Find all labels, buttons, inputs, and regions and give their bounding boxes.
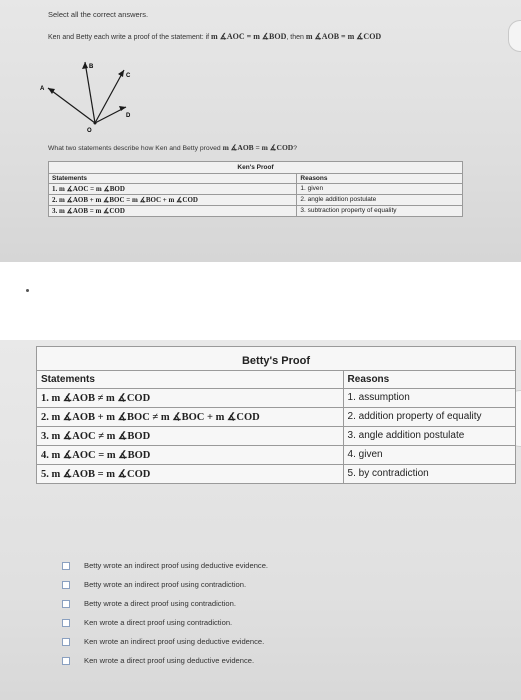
betty-statement-3: 3. m ∡AOC ≠ m ∡BOD (37, 427, 344, 446)
problem-given: m ∡AOC = m ∡BOD (211, 32, 287, 41)
angle-diagram (40, 55, 160, 135)
table-row (49, 184, 463, 195)
label-b: B (89, 64, 94, 70)
table-row (49, 206, 463, 217)
ken-reason-1: 1. given (297, 184, 463, 195)
answer-option-5[interactable] (62, 632, 268, 651)
table-row (49, 195, 463, 206)
problem-conclusion: m ∡AOB = m ∡COD (305, 32, 382, 41)
answer-option-2-label: Betty wrote an indirect proof using contradiction. (84, 580, 247, 589)
betty-reason-1: 1. assumption (343, 389, 515, 408)
ken-reason-2: 2. angle addition postulate (297, 195, 463, 206)
betty-statement-2: 2. m ∡AOB + m ∡BOC ≠ m ∡BOC + m ∡COD (37, 408, 344, 427)
ray-oa (48, 88, 95, 123)
answer-option-3[interactable] (62, 594, 268, 613)
table-row (37, 427, 516, 446)
ken-proof-table (48, 161, 463, 217)
betty-statement-4: 4. m ∡AOC = m ∡BOD (37, 446, 344, 465)
instruction-text: Select all the correct answers. (48, 10, 149, 19)
label-a: A (40, 86, 45, 92)
answer-option-3-label: Betty wrote a direct proof using contradiction. (84, 599, 236, 608)
question-text (48, 143, 297, 152)
answer-option-4[interactable] (62, 613, 268, 632)
ken-statement-3: 3. m ∡AOB = m ∡COD (49, 206, 297, 217)
checkbox-6[interactable] (62, 657, 70, 665)
ken-statement-2: 2. m ∡AOB + m ∡BOC = m ∡BOC + m ∡COD (49, 195, 297, 206)
answer-option-1-label: Betty wrote an indirect proof using deductive evidence. (84, 561, 269, 570)
checkbox-1[interactable] (62, 562, 70, 570)
label-d: D (126, 113, 131, 119)
answer-option-4-label: Ken wrote a direct proof using contradiction. (84, 618, 233, 627)
label-c: C (126, 73, 131, 79)
table-row (37, 389, 516, 408)
problem-mid: , then (286, 34, 304, 41)
answer-option-5-label: Ken wrote an indirect proof using deductive evidence. (84, 637, 265, 646)
question-statement: m ∡AOB = m ∡COD (222, 143, 294, 152)
answer-option-2[interactable] (62, 575, 268, 594)
table-row (37, 465, 516, 484)
ray-ob (85, 62, 95, 123)
betty-statement-5: 5. m ∡AOB = m ∡COD (37, 465, 344, 484)
answer-option-1[interactable] (62, 556, 268, 575)
scroll-edge-handle[interactable] (508, 20, 521, 52)
checkbox-4[interactable] (62, 619, 70, 627)
answer-option-6-label: Ken wrote a direct proof using deductive evidence. (84, 656, 255, 665)
answer-options (62, 556, 268, 670)
point-o (94, 122, 97, 125)
betty-reason-2: 2. addition property of equality (343, 408, 515, 427)
table-row (37, 408, 516, 427)
betty-reasons-header: Reasons (343, 371, 515, 389)
betty-reason-5: 5. by contradiction (343, 465, 515, 484)
label-o: O (87, 128, 92, 134)
checkbox-2[interactable] (62, 581, 70, 589)
betty-statement-1: 1. m ∡AOB ≠ m ∡COD (37, 389, 344, 408)
ken-proof-title: Ken's Proof (49, 162, 463, 174)
ken-statements-header: Statements (49, 174, 297, 184)
answer-option-6[interactable] (62, 651, 268, 670)
ken-reasons-header: Reasons (297, 174, 463, 184)
problem-prefix: Ken and Betty each write a proof of the statement: if (48, 34, 210, 41)
white-divider (0, 262, 521, 340)
problem-statement (48, 32, 381, 41)
betty-reason-4: 4. given (343, 446, 515, 465)
question-prefix: What two statements describe how Ken and Betty proved (48, 145, 221, 152)
ken-statement-1: 1. m ∡AOC = m ∡BOD (49, 184, 297, 195)
table-row (37, 446, 516, 465)
stray-dot (26, 289, 29, 292)
question-suffix: ? (293, 145, 297, 152)
checkbox-5[interactable] (62, 638, 70, 646)
checkbox-3[interactable] (62, 600, 70, 608)
betty-proof-title: Betty's Proof (37, 347, 516, 371)
betty-reason-3: 3. angle addition postulate (343, 427, 515, 446)
betty-statements-header: Statements (37, 371, 344, 389)
arrow-b (82, 62, 88, 69)
betty-proof-table (36, 346, 516, 484)
ken-reason-3: 3. subtraction property of equality (297, 206, 463, 217)
